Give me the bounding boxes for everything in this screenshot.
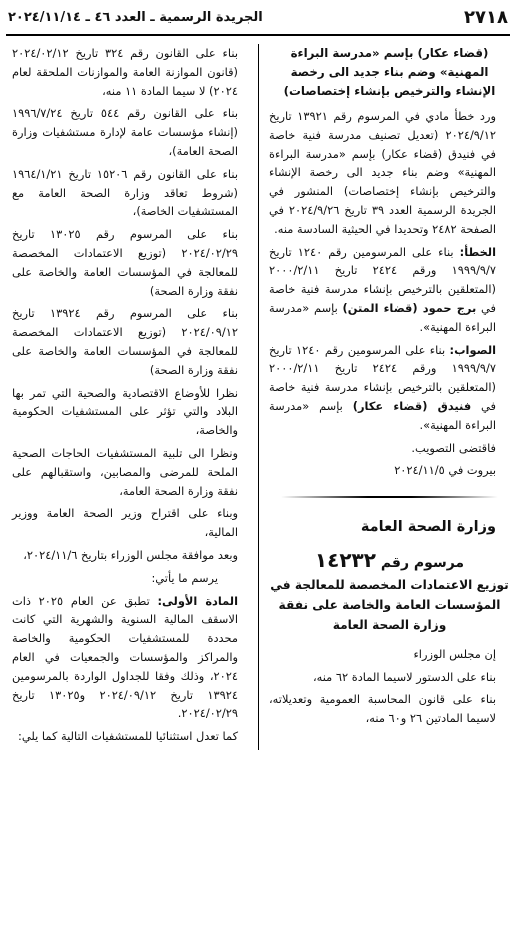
basis-constitution: بناء على الدستور لاسيما المادة ٦٢ منه،	[312, 669, 496, 684]
decree-heading	[269, 547, 510, 573]
error-place: برج حمود (قضاء المتن)	[342, 300, 477, 315]
basis-hospitals-law: بناء على القانون رقم ٥٤٤ تاريخ ١٩٩٦/٧/٢٤ (إنشاء مؤسسات عامة لإدارة مستشفيات وزارة الصحة العامة)،	[12, 106, 239, 158]
approval-line: وبعد موافقة مجلس الوزراء بتاريخ ٢٠٢٤/١١/٦،	[23, 547, 238, 562]
council-line: إن مجلس الوزراء	[413, 646, 496, 661]
correction-correct	[269, 341, 510, 435]
basis-decree-13025: بناء على المرسوم رقم ١٣٠٢٥ تاريخ ٢٠٢٤/٠٢/٢٩ (توزيع الاعتمادات المخصصة للمعالجة في المؤسسات العامة والخاصة على نفقة وزارة الصحة)	[12, 227, 238, 298]
ministry-heading: وزارة الصحة العامة	[360, 519, 496, 536]
correct-tail: بإسم «مدرسة البراءة المهنية».	[269, 398, 496, 432]
basis-budget-law: بناء على القانون رقم ٣٢٤ تاريخ ٢٠٢٤/٠٢/١٢ (قانون الموازنة العامة والموازنات الملحقة لعام ٢٠٢٤) لا سيما المادة ١١ منه،	[12, 46, 238, 98]
decree-label: مرسوم رقم	[375, 554, 465, 571]
article-one-extra: كما تعدل استثنائيا للمستشفيات التالية كما يلي:	[18, 729, 238, 744]
correct-text: بناء على المرسومين رقم ١٢٤٠ تاريخ ١٩٩٩/٩/٧ ورقم ٢٤٢٤ تاريخ ٢٠٠٠/٢/١١ (المتعلقين بالترخيص بإنشاء مدرسة فنية خاصة في	[269, 342, 496, 413]
error-label: الخطأ:	[459, 244, 496, 259]
decree-number: ١٤٢٣٢	[314, 547, 376, 572]
decree-title: توزيع الاعتمادات المخصصة للمعالجة في المؤسسات العامة والخاصة على نفقة وزارة الصحة العامة	[270, 577, 509, 632]
consideration-needs: ونظرا الى تلبية المستشفيات الحاجات الصحية الملحة للمرضى والمصابين، واستقبالهم على نفقة وزارة الصحة العامة،	[12, 445, 238, 498]
article-one	[12, 592, 252, 724]
article-one-label: المادة الأولى:	[157, 593, 238, 608]
error-tail: بإسم «مدرسة البراءة المهنية».	[269, 300, 496, 334]
proposal-line: وبناء على اقتراح وزير الصحة العامة ووزير المالية،	[12, 506, 238, 540]
page-header	[6, 0, 510, 36]
place-date: بيروت في ٢٠٢٤/١١/٥	[394, 463, 496, 478]
page-number: ٢٧١٨	[464, 6, 508, 28]
correction-error	[269, 243, 510, 337]
basis-accounting-law: بناء على قانون المحاسبة العمومية وتعديلاته، لاسيما المادتين ٢٦ و٦٠ منه،	[269, 692, 496, 726]
error-text: بناء على المرسومين رقم ١٢٤٠ تاريخ ١٩٩٩/٩/٧ ورقم ٢٤٢٤ تاريخ ٢٠٠٠/٢/١١ (المتعلقين بالترخيص بإنشاء مدرسة فنية خاصة في	[269, 244, 496, 315]
correct-place: فنيدق (قضاء عكار)	[352, 398, 472, 413]
section-divider	[281, 494, 498, 500]
right-column	[263, 44, 510, 750]
correction-intro: ورد خطأ مادي في المرسوم رقم ١٣٩٢١ تاريخ ٢٠٢٤/٩/١٢ (تعديل تصنيف مدرسة فنية خاصة في فنيدق (قضاء عكار) بإسم «مدرسة البراءة المهنية» وضم بناء جديد الى رخصة الإنشاء والترخيص بإنشاء إختصاصات) المنشور في الجريدة الرسمية العدد ٣٩ تاريخ ٢٠٢٤/٩/٢٦ في الصفحة ٢٤٨٢ وتحديدا في الحيثية السادسة منه.	[269, 109, 497, 236]
columns	[6, 44, 510, 750]
left-column	[12, 44, 259, 750]
correction-title: (قضاء عكار) بإسم «مدرسة البراءة المهنية» وضم بناء جديد الى رخصة الإنشاء والترخيص بإنشاء إختصاصات)	[283, 46, 496, 98]
article-one-text: تطبق عن العام ٢٠٢٥ ذات الاسقف المالية السنوية والشهرية التي كانت محددة للمستشفيات الحكومية والخاصة والمراكز والمؤسسات والجمعيات في العام ٢٠٢٤، وذلك وفقا للجداول الواردة بالمرسومين ١٣٩٢٤ تاريخ ٢٠٢٤/٠٩/١٢ و١٣٠٢٥ تاريخ ٢٠٢٤/٠٢/٢٩.	[12, 593, 239, 721]
decrees-line: يرسم ما يأتي:	[151, 570, 218, 585]
gazette-title: الجريدة الرسمية ـ العدد ٤٦ ـ ٢٠٢٤/١١/١٤	[8, 9, 263, 25]
basis-contracting-law: بناء على القانون رقم ١٥٢٠٦ تاريخ ١٩٦٤/١/٢١ (شروط تعاقد وزارة الصحة العامة مع المستشفيات الخاصة)،	[12, 166, 239, 219]
basis-decree-13924: بناء على المرسوم رقم ١٣٩٢٤ تاريخ ٢٠٢٤/٠٩/١٢ (توزيع الاعتمادات المخصصة للمعالجة في المؤسسات العامة والخاصة على نفقة وزارة الصحة)	[12, 306, 238, 377]
consideration-economic: نظرا للأوضاع الاقتصادية والصحية التي تمر بها البلاد والتي تؤثر على المستشفيات الحكومية والخاصة،	[12, 385, 238, 438]
correct-label: الصواب:	[449, 342, 496, 357]
correction-closing: فاقتضى التصويب.	[411, 440, 496, 455]
